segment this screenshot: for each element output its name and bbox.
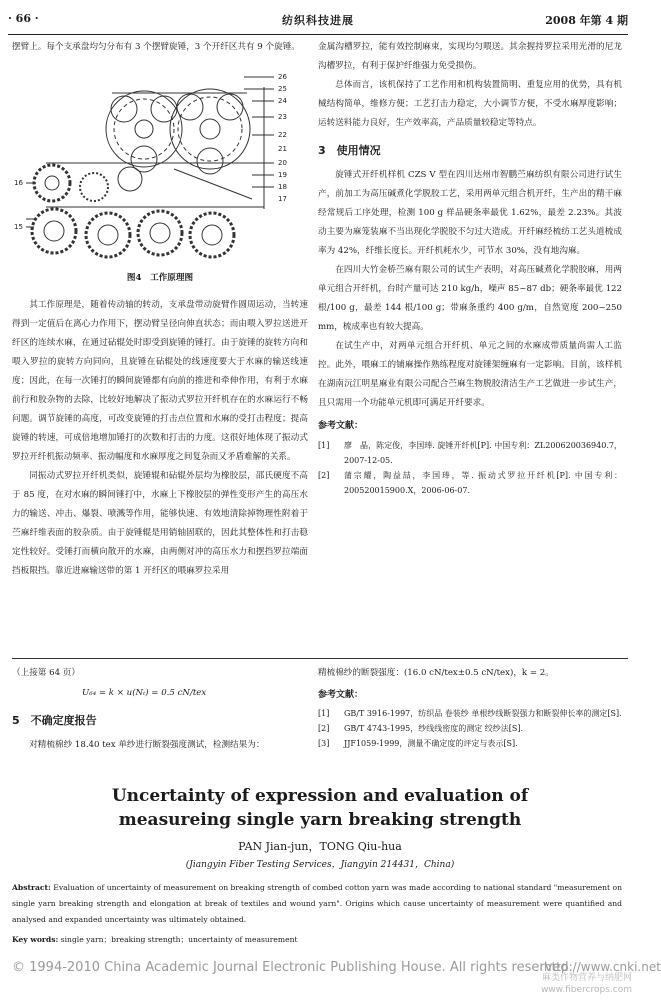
continued-article-left bbox=[12, 664, 308, 754]
reference-number: [2] bbox=[318, 724, 330, 733]
journal-name: 纺织科技进展 bbox=[282, 14, 354, 27]
article-divider bbox=[12, 658, 628, 659]
reference-item bbox=[318, 706, 622, 721]
fig-label: 18 bbox=[278, 183, 287, 191]
english-title-line: Uncertainty of expression and evaluation of bbox=[111, 786, 529, 806]
header-rule bbox=[8, 34, 628, 35]
reference-text: JJF1059-1999，测量不确定度的评定与表示[S]. bbox=[344, 739, 518, 748]
keywords-label: Key words: bbox=[12, 935, 59, 944]
paragraph: 旋锤式开纤机样机 CZS Ⅴ 型在四川达州市智鹏苎麻纺织有限公司进行试生产，前加工为高压碱煮化学脱胶工艺，采用两单元组合机开纤，生产出的精干麻经常规后工序处理，检测 100 g 样品硬条率最优 1.62%，最差 2.23%。其波动主要为麻笼装麻不当出现化学脱胶不匀过大造成。开纤麻经梳纺工艺头道梳成率为 42%，纤维长度长。开纤机耗水少，可节水 30%，没有地沟麻。 bbox=[318, 170, 622, 256]
references-title: 参考文献： bbox=[318, 421, 364, 431]
paragraph: 对精梳棉纱 18.40 tex 单纱进行断裂强度测试，检测结果为： bbox=[29, 740, 265, 750]
paragraph: 在试生产中，对两单元组合开纤机、单元之间的水麻成带质量尚需人工监控。此外，喂麻工的铺麻操作熟练程度对旋锤架缠麻有一定影响。目前，该样机在湖南沅江明星麻业有限公司配合苎麻生物脱胶清洁生产工艺做进一步试生产，且只需用一个功能单元机即可满足开纤要求。 bbox=[318, 341, 622, 408]
english-title bbox=[0, 784, 640, 832]
reference-number: [2] bbox=[318, 471, 330, 480]
fig-label: 25 bbox=[278, 85, 287, 93]
fig-label: 19 bbox=[278, 171, 287, 179]
paragraph: 金属沟槽罗拉，能有效控制麻束，实现均匀喂送。其余握持罗拉采用光滑的尼龙沟槽罗拉，有利于保护纤维强力免受损伤。 bbox=[318, 42, 622, 71]
paragraph: 在四川大竹金桥苎麻有限公司的试生产表明，对高压碱煮化学脱胶麻，用两单元组合开纤机，台时产量可达 210 kg/h，噪声 85~87 db；硬条率最优 122 根/100 g，最差 144 根/100 g；带麻条重约 400 g/m，自然宽度 200~250 mm，梳成率也有较大提高。 bbox=[318, 265, 622, 332]
english-title-line: measureing single yarn breaking strength bbox=[118, 810, 522, 830]
fig-label: 24 bbox=[278, 97, 287, 105]
intro-text: 摆臂上。每个支承盘均匀分布有 3 个摆臂旋锤，3 个开纤区共有 9 个旋锤。 bbox=[12, 42, 300, 52]
page-header bbox=[8, 12, 628, 32]
watermark bbox=[541, 972, 632, 996]
fig-label: 20 bbox=[278, 159, 287, 167]
left-column bbox=[12, 38, 308, 581]
fig-label: 22 bbox=[278, 131, 287, 139]
reference-number: [1] bbox=[318, 441, 330, 450]
cnki-url: http://www.cnki.net bbox=[544, 960, 661, 974]
paragraph: 其工作原理是，随着传动轴的转动，支承盘带动旋臂作圆周运动，当转速得到一定值后在离心力作用下，摆动臂呈径向伸直状态；而由喂入罗拉送进开纤区的连续水麻，在通过砧辊处时即受到旋锤的锤打。由于旋锤的旋转方向和喂入罗拉的旋转方向同向，且旋锤在砧辊处的线速度要大于水麻的输送线速度；因此，在每一次锤打的瞬间旋锤都有向前的推进和牵伸作用，有利于水麻前行和胶杂物的去除，比较好地解决了振动式罗拉开纤机存在的水麻运行不畅问题。调节旋锤的高度，可改变旋锤的打击点位置和水麻的受打击程度；提高旋锤的转速，可成倍地增加锤打的次数和打击的力度。这很好地体现了振动式罗拉开纤机振动频率、振动幅度和水麻厚度之间复杂而又矛盾难解的关系。 bbox=[12, 300, 308, 462]
reference-number: [1] bbox=[318, 709, 330, 718]
copyright-footer bbox=[12, 960, 661, 975]
fig-label: 16 bbox=[14, 179, 23, 187]
fig-label: 26 bbox=[278, 73, 287, 81]
copyright-text: © 1994-2010 China Academic Journal Electronic Publishing House. All rights reserved. bbox=[12, 960, 573, 975]
result-text: 精梳棉纱的断裂强度：(16.0 cN/tex±0.5 cN/tex)，k = 2。 bbox=[318, 668, 554, 678]
keywords-text: single yarn；breaking strength；uncertainty of measurement bbox=[60, 935, 298, 944]
watermark-line: www.fibercrops.com bbox=[541, 985, 632, 995]
figure-working-principle bbox=[12, 59, 308, 265]
english-keywords bbox=[12, 932, 622, 948]
section-title: 5 不确定度报告 bbox=[12, 714, 97, 727]
continued-note: （上接第 64 页） bbox=[12, 668, 80, 678]
reference-item bbox=[318, 736, 622, 751]
reference-item bbox=[318, 438, 622, 468]
reference-number: [3] bbox=[318, 739, 330, 748]
english-abstract bbox=[12, 880, 622, 928]
figure-caption: 图4 工作原理图 bbox=[126, 273, 194, 283]
reference-text: GB/T 4743-1995，纱线线密度的测定 绞纱法[S]. bbox=[344, 724, 524, 733]
gear-row bbox=[32, 209, 234, 257]
reference-text: GB/T 3916-1997，纺织品 卷装纱 单根纱线断裂强力和断裂伸长率的测定[S]. bbox=[344, 709, 622, 718]
paragraph: 总体而言，该机保持了工艺作用和机构装置简明、重复应用的优势，具有机械结构简单，维修方便；工艺打击力稳定，大小调节方便，不受水麻厚度影响；运转送料能力良好，生产效率高，产品质量较稳定等特点。 bbox=[318, 80, 622, 128]
abstract-text: Evaluation of uncertainty of measurement on breaking strength of combed cotton yarn was made according to national standard "measurement on single yarn breaking strength and elongation at break of textiles and wound yarn". Origins which cause uncertainty of measurement were quantified and analysed and expanded uncertainty was ultimately obtained. bbox=[12, 883, 622, 924]
references-title: 参考文献： bbox=[318, 690, 364, 700]
reference-item bbox=[318, 721, 622, 736]
abstract-label: Abstract: bbox=[12, 883, 51, 892]
fig-label: 23 bbox=[278, 113, 287, 121]
right-column bbox=[318, 38, 622, 498]
issue-number: 2008 年第 4 期 bbox=[545, 14, 628, 27]
paragraph: 同振动式罗拉开纤机类似，旋锤辊和砧辊外层均为橡胶层，邵氏硬度不高于 85 度，在对水麻的瞬间锤打中，水麻上下橡胶层的弹性变形产生的高压水力的输送、冲击、爆裂、喷溅等作用，能够快速、有效地清除掉物理性附着于苎麻纤维表面的胶杂质。由于旋锤辊是用销轴固联的，因此其整体性和打击稳定性较好。受锤打而横向散开的水麻，由两侧对冲的高压水力和摆挡罗拉端面挡板限挡。靠近进麻输送带的第 1 开纤区的喂麻罗拉采用 bbox=[12, 471, 308, 576]
continued-article-right bbox=[318, 664, 622, 751]
section-title: 3 使用情况 bbox=[318, 144, 381, 157]
fig-label: 15 bbox=[14, 223, 23, 231]
watermark-line: 麻类作物营养与纳肥网 bbox=[541, 973, 632, 983]
english-affiliation: (Jiangyin Fiber Testing Services，Jiangyin 214431，China) bbox=[185, 860, 455, 870]
reference-text: 廖 晶，陈定俊，李国琫. 旋锤开纤机[P]. 中国专利：ZL200620036940.7，2007-12-05. bbox=[344, 441, 622, 465]
fig-label: 21 bbox=[278, 145, 287, 153]
page-number: · 66 · bbox=[8, 12, 39, 25]
mechanism-diagram bbox=[12, 59, 308, 265]
reference-text: 蒲宗耀，陶益喆，李国琫，等. 振动式罗拉开纤机[P]. 中国专利：200520015900.X，2006-06-07. bbox=[344, 471, 622, 495]
formula: U₆₄ = k × u(Nₜ) = 0.5 cN/tex bbox=[82, 688, 207, 698]
reference-item bbox=[318, 468, 622, 498]
english-authors: PAN Jian-jun，TONG Qiu-hua bbox=[238, 840, 402, 853]
fig-label: 17 bbox=[278, 195, 287, 203]
